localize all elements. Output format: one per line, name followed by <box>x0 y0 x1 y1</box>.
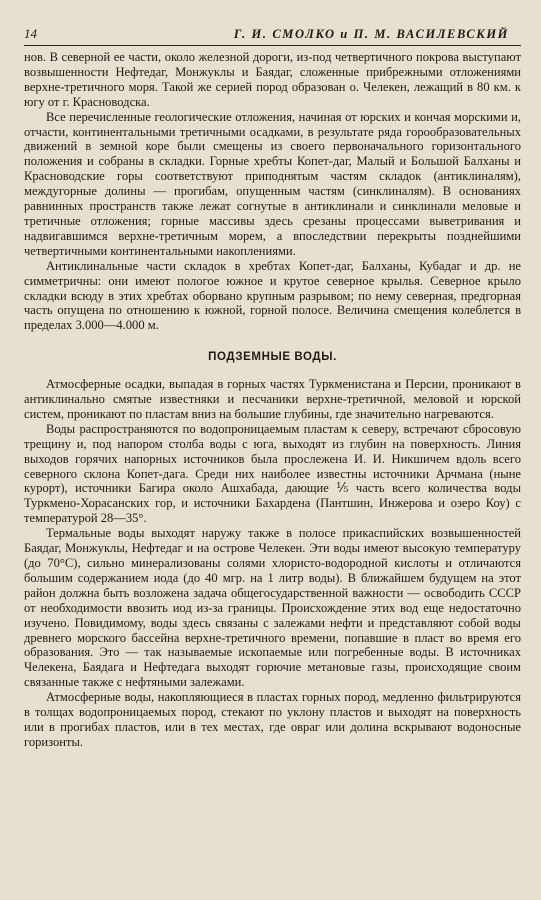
paragraph-continued: нов. В северной ее части, около железной дороги, из-под четвертичного покрова выступают возвышенности Нефтедаг, Монжуклы и Баядаг, сложенные прибрежными отложениями верхне-третичного моря. Такой же серией пород образован о. Челекен, лежащий в 80 км. к югу от г. Красноводска. <box>24 50 521 109</box>
running-head <box>24 26 521 46</box>
paragraph: Атмосферные воды, накопляющиеся в пластах горных пород, медленно фильтрируются в толщах водопроницаемых пород, стекают по уклону пластов и выходят на поверхность или в прогибах пластов, или в тех местах, где овраг или долина вскрывают водоносные горизонты. <box>24 690 521 749</box>
paragraph: Атмосферные осадки, выпадая в горных частях Туркменистана и Персии, проникают в антиклинально смятые известняки и песчаники верхне-третичной, меловой и юрской систем, проникают по пластам вниз на большие глубины, где значительно нагреваются. <box>24 377 521 421</box>
page-number: 14 <box>24 26 37 41</box>
paragraph: Антиклинальные части складок в хребтах Копет-даг, Балханы, Кубадаг и др. не симметричны: они имеют пологое южное и крутое северное крылья. Северное крыло складки всюду в этих хребтах оборвано крупным разрывом; по нему северная, предгорная часть опущена по отношению к южной, горной полосе. Величина смещения колеблется в пределах 3.000—4.000 м. <box>24 258 521 333</box>
section-title: ПОДЗЕМНЫЕ ВОДЫ. <box>208 351 337 364</box>
paragraph: Термальные воды выходят наружу также в полосе прикаспийских возвышенностей Баядаг, Монжуклы, Нефтедаг и на острове Челекен. Эти воды имеют высокую температуру (до 70°C), сильно минерализованы солями хлористо-водородной кислоты и отличаются большим содержанием иода (до 40 мгр. на 1 литр воды). В ближайшем будущем на этот район должна быть возложена задача общегосударственной важности — освободить СССР от необходимости ввозить иод из-за границы. Происхождение этих вод еще недостаточно изучено. Повидимому, воды здесь связаны с залежами нефти и представляют собой воды древнего морского бассейна верхне-третичного времени, попавшие в пласт во время его образования. Это — так называемые ископаемые или погребенные воды. В источниках Челекена, Баядага и Нефтедага выходят горючие метановые газы, происходящие своим связанные также с нефтяными залежами. <box>24 526 521 690</box>
page-body <box>24 50 521 750</box>
paragraph: Все перечисленные геологические отложения, начиная от юрских и кончая морскими и, отчасти, континентальными третичными осадками, в результате ряда горообразовательных движений в земной коре были смещены из своего первоначального горизонтального положения и собраны в складки. Горные хребты Копет-даг, Малый и Большой Балханы и Красноводские горы соответствуют приподнятым частям складок (антиклиналям), междугорные долины — прогибам, опущенным частям (синклиналям). В основаниях равнинных пространств также лежат согнутые в антиклинали и синклинали меловые и третичные отложения; горные массивы здесь срезаны процессами выветривания и надвигавшимся верхне-третичным морем, а впоследствии перекрыты позднейшими четвертичными континентальными накоплениями. <box>24 109 521 258</box>
running-head-authors: Г. И. СМОЛКО и П. М. ВАСИЛЕВСКИЙ <box>233 27 509 41</box>
paragraph: Воды распространяются по водопроницаемым пластам к северу, встречают сбросовую трещину и, под напором столба воды с юга, выходят из глубин на поверхность. Линия выходов горячих напорных источников была прослежена И. И. Никшичем вдоль всего северного склона Копет-дага. Среди них наиболее известны источники Арчмана (ныне курорт), источники Багира около Ашхабада, дающие ⅕ часть всего количества воды Туркмено-Хорасанских гор, и источники Бахардена (Пантшин, Инжерова и озеро Коу) с температурой 28—35°. <box>24 421 521 526</box>
